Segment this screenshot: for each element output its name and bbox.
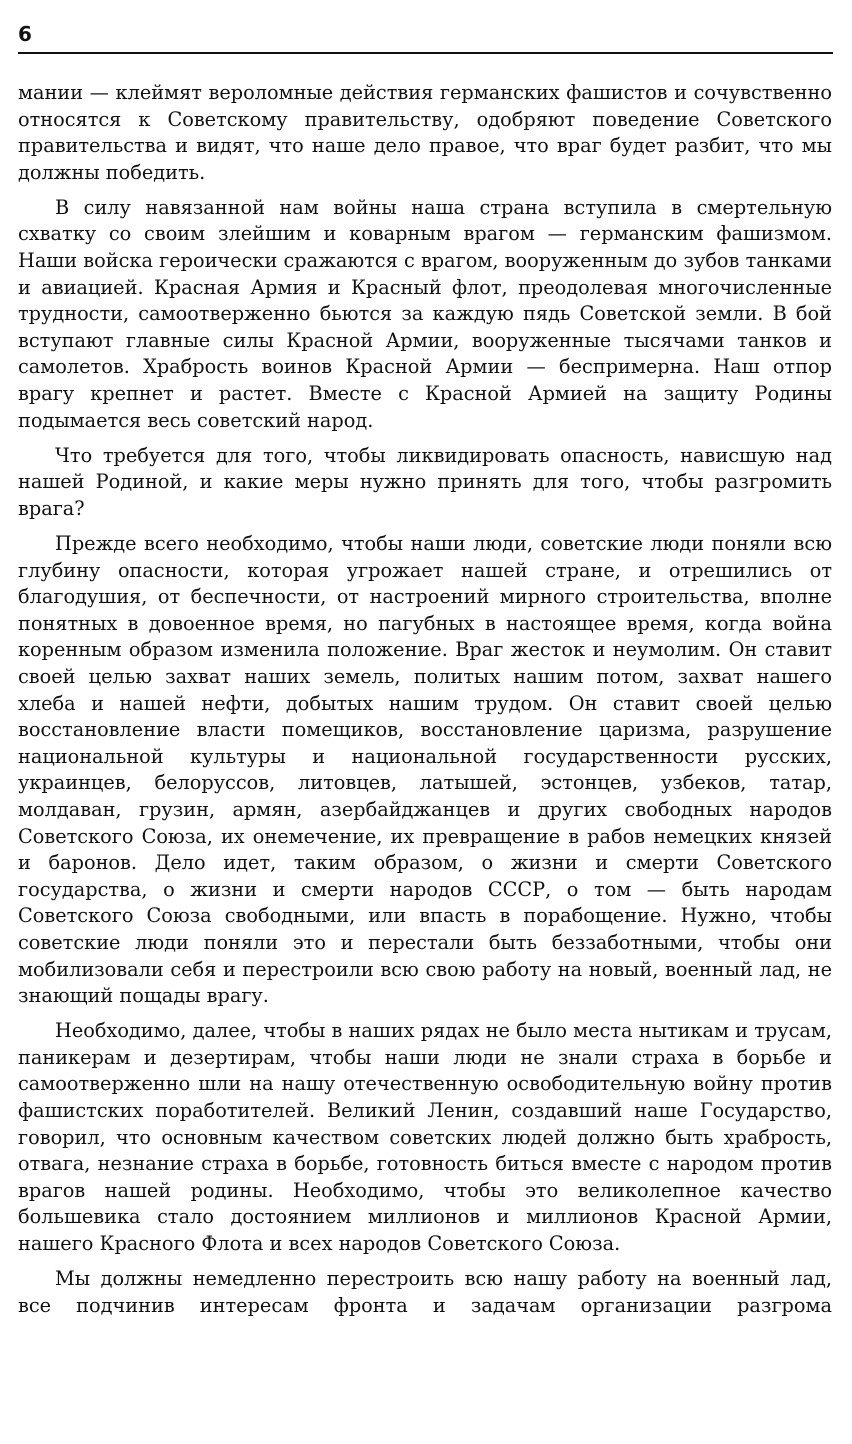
paragraph: Необходимо, далее, чтобы в наших рядах не было места нытикам и трусам, паникерам и дезертирам, чтобы наши люди не знали страха в борьбе и самоотверженно шли на нашу отечественную освободительную войну против фашистских поработителей. Великий Ленин, создавший наше Государство, говорил, что основным качеством советских людей должно быть храбрость, отвага, незнание страха в борьбе, готовность биться вместе с народом против врагов нашей родины. Необходимо, чтобы это великолепное качество большевика стало достоянием миллионов и миллионов Красной Армии, нашего Красного Флота и всех народов Советского Союза.	[18, 1019, 832, 1255]
header-rule	[18, 52, 833, 54]
body-text	[18, 80, 832, 1319]
paragraph: В силу навязанной нам войны наша страна вступила в смертельную схватку со своим злейшим и коварным врагом — германским фашизмом. Наши войска героически сражаются с врагом, вооруженным до зубов танками и авиацией. Красная Армия и Красный флот, преодолевая многочисленные трудности, самоотверженно бьются за каждую пядь Советской земли. В бой вступают главные силы Красной Армии, вооруженные тысячами танков и самолетов. Храбрость воинов Красной Армии — беспримерна. Наш отпор врагу крепнет и растет. Вместе с Красной Армией на защиту Родины подымается весь советский народ.	[18, 195, 832, 432]
paragraph: Что требуется для того, чтобы ликвидировать опасность, нависшую над нашей Родиной, и какие меры нужно принять для того, чтобы разгромить врага?	[18, 443, 832, 520]
paragraph: Прежде всего необходимо, чтобы наши люди, советские люди поняли всю глубину опасности, которая угрожает нашей стране, и отрешились от благодушия, от беспечности, от настроений мирного строительства, вполне понятных в довоенное время, но пагубных в настоящее время, когда война коренным образом изменила положение. Враг жесток и неумолим. Он ставит своей целью захват наших земель, политых нашим потом, захват нашего хлеба и нашей нефти, добытых нашим трудом. Он ставит своей целью восстановление власти помещиков, восстановление царизма, разрушение национальной культуры и национальной государственности русских, украинцев, белоруссов, литовцев, латышей, эстонцев, узбеков, татар, молдаван, грузин, армян, азербайджанцев и других свободных народов Советского Союза, их онемечение, их превращение в рабов немецких князей и баронов. Дело идет, таким образом, о жизни и смерти Советского государства, о жизни и смерти народов СССР, о том — быть народам Советского Союза свободными, или впасть в порабощение. Нужно, чтобы советские люди поняли это и перестали быть беззаботными, чтобы они мобилизовали себя и перестроили всю свою работу на новый, военный лад, не знающий пощады врагу.	[18, 532, 832, 1008]
page-number: 6	[18, 22, 32, 46]
paragraph-continued: Мы должны немедленно перестроить всю нашу работу на военный лад, все подчинив интересам фронта и задачам организации разгрома	[18, 1267, 832, 1317]
paragraph-continuation: мании — клеймят вероломные действия германских фашистов и сочувственно относятся к Советскому правительству, одобряют поведение Советского правительства и видят, что наше дело правое, что враг будет разбит, что мы должны победить.	[18, 81, 832, 184]
